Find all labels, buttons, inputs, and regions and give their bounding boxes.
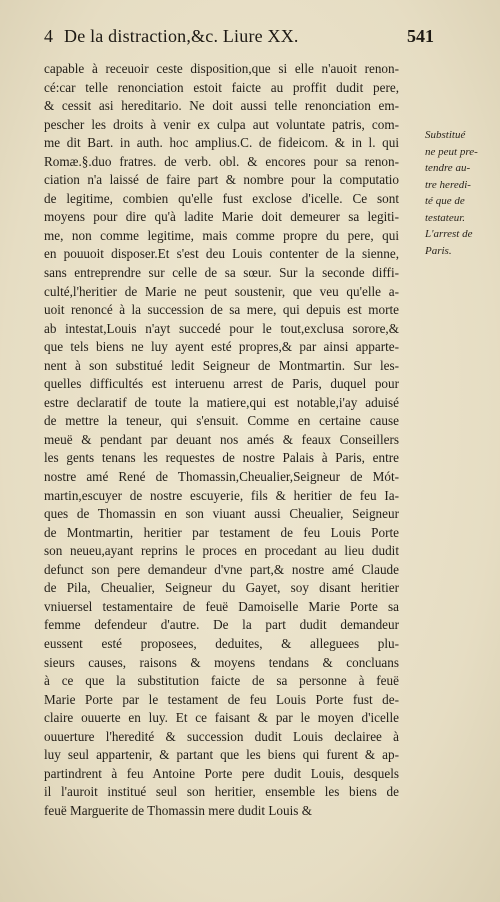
text-line: de mettre la teneur, qui s'ensuit. Comme en certaine cause	[44, 413, 399, 429]
text-line: de Montmartin, heritier par testament de feu Louis Porte	[44, 524, 399, 540]
text-line: me, non comme legitime, mais comme propre du pere, qui	[44, 227, 399, 243]
text-line: femme defendeur d'autre. De la part dudit demandeur	[44, 617, 399, 633]
text-line: les gents tenans les requestes de nostre Palais à Paris, entre	[44, 450, 399, 466]
text-line: meuë & pendant par deuant nos amés & feaux Conseillers	[44, 431, 399, 447]
text-line: luy seul appartenir, & partant que les biens qui furent & ap-	[44, 747, 399, 763]
margin-note-line: tre heredi-	[425, 178, 471, 191]
text-line: me dit Bart. in auth. hoc amplius.C. de fideicom. & in l. qui	[44, 135, 399, 151]
text-line: ouuerture l'heredité & succession dudit Louis declairee à	[44, 728, 399, 744]
margin-note-line: ne peut pre-	[425, 145, 478, 158]
margin-note-line: Paris.	[425, 244, 452, 257]
margin-note-line: testateur.	[425, 211, 466, 224]
text-line: sieurs causes, raisons & moyens tendans & concluans	[44, 654, 399, 670]
text-line: defunct son pere demandeur d'vne part,& nostre amé Claude	[44, 561, 399, 577]
page-number: 4	[44, 26, 53, 46]
text-line: cé:car telle renonciation estoit faicte au proffit dudit pere,	[44, 79, 399, 95]
text-line: ques de Thomassin en son viuant aussi Cheualier, Seigneur	[44, 506, 399, 522]
margin-note-line: L'arrest de	[425, 228, 473, 240]
text-line: de Pila, Cheualier, Seigneur du Gayet, soy disant heritier	[44, 580, 399, 596]
text-line: que tels biens ne luy ayent esté propres,& par ainsi apparte-	[44, 339, 399, 355]
text-line: Romæ.§.duo fratres. de verb. obl. & encores pour sa renon-	[44, 153, 399, 169]
page-header	[44, 26, 434, 52]
text-line: Marie Porte par le testament de feu Louis Porte fust de-	[44, 691, 399, 707]
text-line: à ce que la substitution faicte de sa personne à feuë	[44, 673, 399, 689]
text-line: ab intestat,Louis n'ayt succedé pour le tout,exclusa sorore,&	[44, 320, 399, 336]
text-line: martin,escuyer de nostre escuyerie, fils & heritier de feu Ia-	[44, 487, 399, 503]
text-line: uoit renoncé à la succession de sa mere, qui depuis est morte	[44, 302, 399, 318]
margin-note-line: Substitué	[425, 129, 466, 141]
margin-notes	[425, 127, 495, 259]
text-line: moyens pour dire qu'à ladite Marie doit demeurer sa legiti-	[44, 209, 399, 225]
text-line: vniuersel testamentaire de feuë Damoiselle Marie Porte sa	[44, 598, 399, 614]
text-line: capable à receuoir ceste disposition,que si elle n'auoit renon-	[44, 61, 399, 76]
text-line: culté,l'heritier de Marie ne peut soustenir, que veu qu'elle a-	[44, 283, 399, 299]
margin-note-line: té que de	[425, 195, 465, 207]
text-line: son neueu,ayant reprins le proces en procedant au lieu dudit	[44, 543, 399, 559]
text-line: eussent esté proposees, deduites, & alleguees plu-	[44, 635, 399, 651]
main-text-block	[44, 60, 399, 820]
text-line: quelles difficultés est interuenu arrest de Paris, duquel pour	[44, 376, 399, 392]
text-line: en pouuoit disposer.Et s'est deu Louis contenter de la sienne,	[44, 246, 399, 262]
text-line: feuë Marguerite de Thomassin mere dudit Louis &	[44, 802, 312, 818]
text-line: ciation n'a laissé de faire part & nombre pour la computatio	[44, 172, 399, 188]
text-line: estre declaratif de toute la matiere,qui est notable,i'ay aduisé	[44, 394, 399, 410]
text-line: pescher les droits à venir ex culpa aut voluntate patris, com-	[44, 116, 399, 132]
text-line: nostre amé René de Thomassin,Cheualier,Seigneur de Mót-	[44, 469, 399, 485]
text-line: nent à son substitué ledit Seigneur de Montmartin. Sur les-	[44, 357, 399, 373]
text-line: claire ouuerte en luy. Et ce faisant & par le moyen d'icelle	[44, 710, 399, 726]
text-line: & cessit asi hereditario. Ne doit aussi telle renonciation em-	[44, 98, 399, 114]
running-title: De la distraction,&c. Liure XX.	[64, 26, 299, 46]
margin-note-line: tendre au-	[425, 162, 471, 174]
text-line: il l'auroit institué seul son heritier, ensemble les biens de	[44, 784, 399, 800]
folio-number: 541	[407, 26, 434, 46]
text-line: partindrent à feu Antoine Porte pere dudit Louis, desquels	[44, 765, 399, 781]
text-line: sans entreprendre sur celle de sa sœur. Sur la seconde diffi-	[44, 265, 399, 281]
text-line: de legitime, combien qu'elle fust exclose d'icelle. Ce sont	[44, 190, 399, 206]
